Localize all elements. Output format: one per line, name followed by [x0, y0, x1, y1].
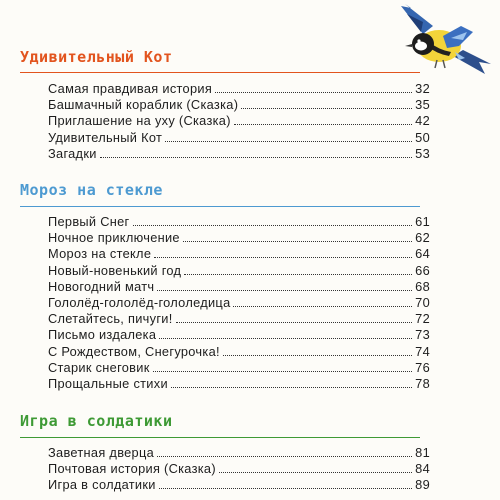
toc-item-title: Новый-новенький год — [48, 262, 182, 278]
toc-item — [48, 263, 430, 279]
toc-item-title: Игра в солдатики — [48, 477, 156, 493]
toc-item-page: 74 — [415, 343, 430, 359]
toc-item — [48, 477, 430, 493]
toc-item-page: 72 — [415, 311, 430, 327]
toc-item-page: 66 — [415, 262, 430, 278]
toc-item-page: 61 — [415, 214, 430, 229]
dot-leader — [233, 306, 412, 307]
section-title-1: Удивительный Кот — [20, 48, 173, 66]
section-title-3: Игра в солдатики — [20, 412, 173, 430]
toc-item-page: 70 — [415, 294, 430, 310]
toc-item-title: Письмо издалека — [48, 327, 157, 343]
toc-item — [48, 360, 430, 376]
toc-item-page: 53 — [415, 145, 430, 161]
toc-item-title: Самая правдивая история — [48, 81, 213, 96]
toc-item-page: 89 — [415, 477, 430, 493]
toc-item-title: С Рождеством, Снегурочка! — [48, 343, 220, 359]
toc-item — [48, 295, 430, 311]
dot-leader — [171, 387, 412, 388]
toc-item-page: 50 — [415, 129, 430, 145]
toc-item — [48, 376, 430, 392]
dot-leader — [100, 157, 412, 158]
toc-item-title: Первый Снег — [48, 214, 130, 229]
toc-item-page: 62 — [415, 230, 430, 246]
toc-item — [48, 113, 430, 129]
dot-leader — [176, 322, 413, 323]
dot-leader — [165, 141, 412, 142]
toc-item — [48, 461, 430, 477]
toc-item-title: Слетайтесь, пичуги! — [48, 311, 173, 327]
toc-item — [48, 130, 430, 146]
toc-item-page: 64 — [415, 246, 430, 262]
toc-item-title: Прощальные стихи — [48, 375, 168, 391]
toc-item-title: Ночное приключение — [48, 230, 180, 246]
dot-leader — [159, 338, 412, 339]
section-title-2: Мороз на стекле — [20, 181, 163, 199]
toc-item — [48, 81, 430, 97]
dot-leader — [219, 472, 412, 473]
section-divider-3 — [20, 437, 420, 438]
toc-item-title: Башмачный кораблик (Сказка) — [48, 97, 239, 113]
dot-leader — [184, 274, 412, 275]
toc-item — [48, 327, 430, 343]
section-divider-1 — [20, 72, 420, 73]
toc-list-1 — [48, 81, 430, 162]
dot-leader — [241, 108, 412, 109]
toc-item-title: Мороз на стекле — [48, 246, 152, 262]
dot-leader — [234, 124, 412, 125]
dot-leader — [157, 290, 412, 291]
toc-item-page: 32 — [415, 81, 430, 96]
toc-item — [48, 246, 430, 262]
toc-list-3 — [48, 445, 430, 494]
toc-item-title: Удивительный Кот — [48, 129, 163, 145]
toc-item-page: 81 — [415, 445, 430, 460]
dot-leader — [133, 225, 413, 226]
section-divider-2 — [20, 206, 420, 207]
dot-leader — [154, 257, 412, 258]
toc-item-page: 35 — [415, 97, 430, 113]
dot-leader — [223, 355, 412, 356]
toc-item — [48, 279, 430, 295]
dot-leader — [153, 371, 413, 372]
toc-item-title: Новогодний матч — [48, 278, 155, 294]
toc-item — [48, 214, 430, 230]
toc-item-page: 73 — [415, 327, 430, 343]
toc-item — [48, 146, 430, 162]
toc-item — [48, 445, 430, 461]
toc-item-title: Приглашение на уху (Сказка) — [48, 113, 231, 129]
toc-item-page: 42 — [415, 113, 430, 129]
toc-item-page: 84 — [415, 461, 430, 477]
dot-leader — [215, 92, 412, 93]
dot-leader — [157, 456, 412, 457]
toc-item-title: Старик снеговик — [48, 359, 150, 375]
toc-item-page: 68 — [415, 278, 430, 294]
dot-leader — [159, 488, 412, 489]
toc-item — [48, 97, 430, 113]
toc-item — [48, 344, 430, 360]
toc-item-page: 78 — [415, 375, 430, 391]
toc-item — [48, 311, 430, 327]
toc-item-page: 76 — [415, 359, 430, 375]
toc-item-title: Гололёд-гололёд-гололедица — [48, 294, 231, 310]
toc-item-title: Почтовая история (Сказка) — [48, 461, 216, 477]
toc-item-title: Загадки — [48, 145, 97, 161]
toc-item-title: Заветная дверца — [48, 445, 155, 460]
toc-item — [48, 230, 430, 246]
dot-leader — [183, 241, 412, 242]
toc-list-2 — [48, 214, 430, 392]
